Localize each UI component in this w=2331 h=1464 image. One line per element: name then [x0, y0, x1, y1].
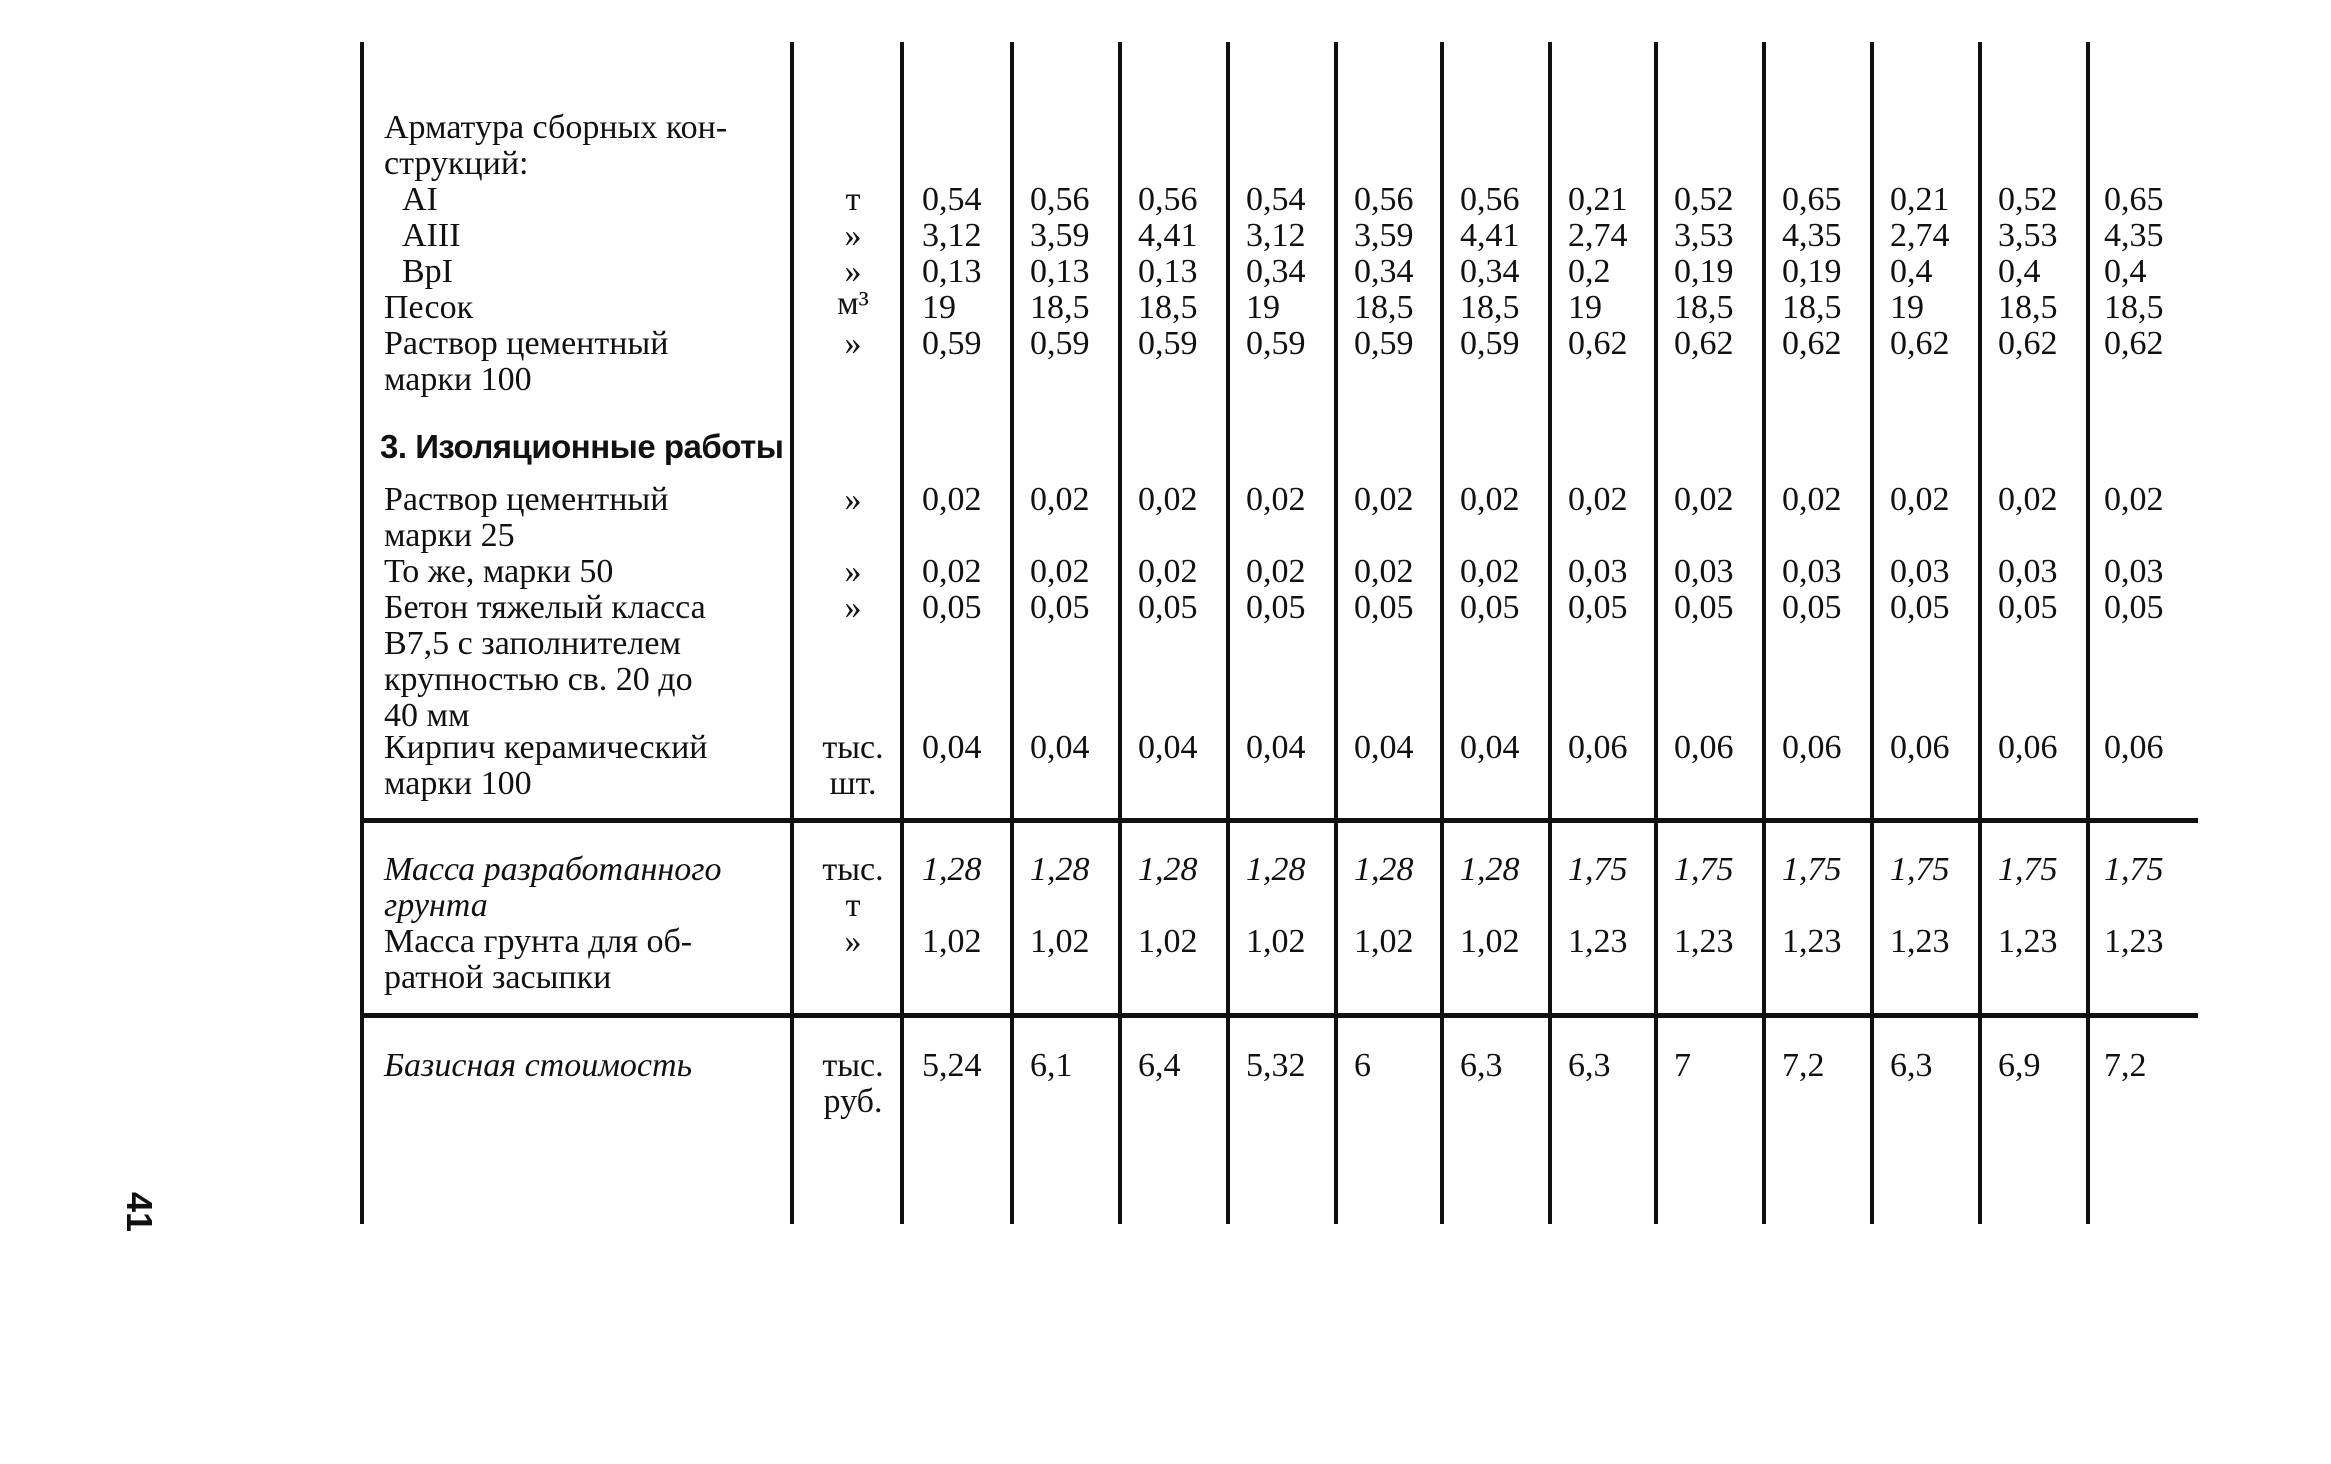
table-cell: 1,23: [2104, 923, 2164, 960]
table-cell: 5,32: [1246, 1047, 1306, 1084]
row-name-line: Раствор цементный: [384, 325, 669, 362]
row-name: [384, 326, 780, 398]
table-cell: 0,04: [1354, 729, 1414, 766]
table-cell: 1,28: [1030, 851, 1090, 888]
table-cell: 1,75: [1998, 851, 2058, 888]
table-cell: 5,24: [922, 1047, 982, 1084]
row-name: [384, 110, 780, 218]
table-cell: 4,41: [1138, 217, 1198, 254]
table-rule: [1334, 42, 1338, 1224]
table-cell: 0,02: [1354, 481, 1414, 518]
table-cell: 0,05: [1568, 589, 1628, 626]
table-cell: 1,28: [1460, 851, 1520, 888]
row-name-line: Раствор цементный: [384, 481, 669, 518]
table-cell: 0,65: [1782, 181, 1842, 218]
table-rule: [360, 42, 364, 1224]
table-cell: 1,02: [1460, 923, 1520, 960]
table-cell: 3,59: [1354, 217, 1414, 254]
table-cell: 19: [1890, 289, 1924, 326]
row-name-line: AI: [402, 181, 438, 218]
table-cell: 0,59: [1030, 325, 1090, 362]
table-cell: 0,02: [1460, 481, 1520, 518]
row-unit: т: [845, 181, 861, 218]
table-cell: 0,62: [1674, 325, 1734, 362]
table-cell: 1,75: [1674, 851, 1734, 888]
table-cell: 0,06: [1568, 729, 1628, 766]
table-cell: 0,59: [922, 325, 982, 362]
unit-line: т: [845, 887, 861, 924]
table-cell: 1,28: [1138, 851, 1198, 888]
table-rule: [1654, 42, 1658, 1224]
table-cell: 0,05: [1138, 589, 1198, 626]
row-name-line: крупностью св. 20 до: [384, 661, 693, 698]
row-name-line: Масса грунта для об-: [384, 923, 693, 960]
table-cell: 19: [1568, 289, 1602, 326]
table-cell: 1,28: [1246, 851, 1306, 888]
table-cell: 0,52: [1998, 181, 2058, 218]
row-name: [384, 924, 780, 996]
row-name: [384, 482, 780, 554]
row-name-line: марки 25: [384, 517, 515, 554]
table-cell: 0,59: [1354, 325, 1414, 362]
table-cell: 0,21: [1568, 181, 1628, 218]
table-cell: 0,4: [1998, 253, 2041, 290]
table-cell: 3,53: [1674, 217, 1734, 254]
table-cell: 0,05: [1354, 589, 1414, 626]
table-cell: 1,75: [2104, 851, 2164, 888]
table-cell: 0,59: [1460, 325, 1520, 362]
table-cell: 0,54: [1246, 181, 1306, 218]
table-cell: 0,06: [2104, 729, 2164, 766]
table-cell: 0,02: [2104, 481, 2164, 518]
table-cell: 1,02: [922, 923, 982, 960]
table-cell: 4,41: [1460, 217, 1520, 254]
table-cell: 0,02: [1782, 481, 1842, 518]
table-rule: [1762, 42, 1766, 1224]
row-name-line: марки 100: [384, 765, 532, 802]
table-cell: 6,3: [1568, 1047, 1611, 1084]
table-cell: 7: [1674, 1047, 1691, 1084]
table-cell: 3,53: [1998, 217, 2058, 254]
row-unit: »: [844, 589, 862, 626]
row-name: Песок: [384, 289, 474, 326]
table-cell: 19: [922, 289, 956, 326]
table-cell: 0,13: [1030, 253, 1090, 290]
table-cell: 0,62: [1998, 325, 2058, 362]
table-rule: [1548, 42, 1552, 1224]
table-cell: 7,2: [1782, 1047, 1825, 1084]
row-name-line: Кирпич керамический: [384, 729, 708, 766]
table-cell: 19: [1246, 289, 1280, 326]
table-cell: 18,5: [2104, 289, 2164, 326]
table-rule: [1440, 42, 1444, 1224]
table-cell: 0,06: [1998, 729, 2058, 766]
table-cell: 1,75: [1890, 851, 1950, 888]
table-cell: 0,02: [1674, 481, 1734, 518]
table-rule: [1010, 42, 1014, 1224]
table-cell: 18,5: [1782, 289, 1842, 326]
table-cell: 0,04: [1138, 729, 1198, 766]
table-cell: 0,62: [2104, 325, 2164, 362]
table-cell: 2,74: [1568, 217, 1628, 254]
row-unit: [798, 730, 908, 802]
table-cell: 0,59: [1138, 325, 1198, 362]
table-cell: 0,62: [1782, 325, 1842, 362]
table-cell: 18,5: [1354, 289, 1414, 326]
table-cell: 3,59: [1030, 217, 1090, 254]
unit-line: тыс.: [822, 729, 884, 766]
table-cell: 0,4: [1890, 253, 1933, 290]
table-rule: [1870, 42, 1874, 1224]
unit-line: руб.: [823, 1083, 883, 1120]
table-cell: 1,23: [1674, 923, 1734, 960]
table-cell: 0,06: [1674, 729, 1734, 766]
row-name-line: 40 мм: [384, 697, 470, 734]
table-cell: 0,56: [1460, 181, 1520, 218]
table-cell: 3,12: [1246, 217, 1306, 254]
table-cell: 0,06: [1890, 729, 1950, 766]
table-cell: 0,04: [922, 729, 982, 766]
table-cell: 6,3: [1890, 1047, 1933, 1084]
row-name: [384, 852, 780, 924]
table-cell: 0,19: [1674, 253, 1734, 290]
table-cell: 6,4: [1138, 1047, 1181, 1084]
table-cell: 0,02: [1030, 481, 1090, 518]
table-cell: 7,2: [2104, 1047, 2147, 1084]
table-cell: 4,35: [1782, 217, 1842, 254]
row-name-line: струкций:: [384, 145, 529, 182]
row-unit: »: [844, 481, 862, 518]
table-cell: 0,03: [1998, 553, 2058, 590]
table-cell: 1,75: [1782, 851, 1842, 888]
row-name-line: Арматура сборных кон-: [384, 109, 728, 146]
table-cell: 18,5: [1674, 289, 1734, 326]
table-cell: 18,5: [1460, 289, 1520, 326]
table-cell: 6: [1354, 1047, 1371, 1084]
table-cell: 0,05: [1998, 589, 2058, 626]
table-cell: 1,23: [1782, 923, 1842, 960]
table-rule: [1118, 42, 1122, 1224]
table-cell: 1,02: [1030, 923, 1090, 960]
table-cell: 0,34: [1460, 253, 1520, 290]
table-cell: 0,19: [1782, 253, 1842, 290]
table-cell: 0,56: [1138, 181, 1198, 218]
table-cell: 0,06: [1782, 729, 1842, 766]
row-name: AIII: [402, 217, 461, 254]
row-name-line: марки 100: [384, 361, 532, 398]
table-cell: 1,23: [1890, 923, 1950, 960]
table-cell: 0,02: [922, 481, 982, 518]
row-unit: »: [844, 217, 862, 254]
row-name: BpI: [402, 253, 453, 290]
table-cell: 0,03: [1568, 553, 1628, 590]
table-cell: 1,28: [1354, 851, 1414, 888]
table-cell: 0,02: [1030, 553, 1090, 590]
row-name: Базисная стоимость: [384, 1047, 693, 1084]
table-cell: 0,03: [1782, 553, 1842, 590]
row-name-line: Масса разработанного: [384, 851, 722, 888]
table-cell: 6,3: [1460, 1047, 1503, 1084]
row-name: То же, марки 50: [384, 553, 614, 590]
table-cell: 1,23: [1998, 923, 2058, 960]
table-cell: 0,02: [1568, 481, 1628, 518]
table-cell: 18,5: [1030, 289, 1090, 326]
unit-line: шт.: [829, 765, 877, 802]
table-cell: 1,02: [1246, 923, 1306, 960]
table-cell: 0,03: [1890, 553, 1950, 590]
row-unit: »: [844, 553, 862, 590]
table-cell: 0,65: [2104, 181, 2164, 218]
table-cell: 0,05: [1890, 589, 1950, 626]
table-cell: 0,05: [1030, 589, 1090, 626]
row-unit: [798, 1048, 908, 1120]
section-title: 3. Изоляционные работы: [380, 428, 784, 465]
table-cell: 0,54: [922, 181, 982, 218]
row-unit: м³: [837, 285, 869, 322]
table-cell: 0,02: [1890, 481, 1950, 518]
table-cell: 4,35: [2104, 217, 2164, 254]
table-cell: 0,2: [1568, 253, 1611, 290]
table-cell: 0,02: [1138, 481, 1198, 518]
row-unit: »: [844, 253, 862, 290]
table-cell: 0,04: [1460, 729, 1520, 766]
table-rule: [360, 1013, 2198, 1018]
table-cell: 0,34: [1246, 253, 1306, 290]
table-cell: 0,02: [1998, 481, 2058, 518]
row-unit: »: [844, 923, 862, 960]
row-unit: [798, 852, 908, 924]
table-rule: [360, 818, 2198, 823]
table-cell: 1,75: [1568, 851, 1628, 888]
table-cell: 1,28: [922, 851, 982, 888]
table-cell: 0,34: [1354, 253, 1414, 290]
table-cell: 18,5: [1998, 289, 2058, 326]
table-cell: 0,56: [1354, 181, 1414, 218]
row-name: [384, 590, 780, 734]
row-name: [384, 730, 780, 802]
table-cell: 0,59: [1246, 325, 1306, 362]
table-cell: 0,03: [1674, 553, 1734, 590]
unit-line: тыс.: [822, 851, 884, 888]
table-cell: 1,02: [1138, 923, 1198, 960]
table-cell: 0,02: [1460, 553, 1520, 590]
table-cell: 0,05: [1674, 589, 1734, 626]
table-rule: [1226, 42, 1230, 1224]
table-cell: 1,23: [1568, 923, 1628, 960]
table-cell: 0,62: [1890, 325, 1950, 362]
table-cell: 2,74: [1890, 217, 1950, 254]
table-cell: 0,13: [1138, 253, 1198, 290]
table-cell: 0,05: [922, 589, 982, 626]
row-unit: »: [844, 325, 862, 362]
table-cell: 0,02: [1246, 553, 1306, 590]
table-cell: 0,4: [2104, 253, 2147, 290]
table-cell: 0,02: [1354, 553, 1414, 590]
table-cell: 0,02: [1246, 481, 1306, 518]
table-rule: [2086, 42, 2090, 1224]
table-cell: 0,62: [1568, 325, 1628, 362]
row-name-line: Бетон тяжелый класса: [384, 589, 706, 626]
table-cell: 0,21: [1890, 181, 1950, 218]
page-number: 41: [119, 1192, 160, 1233]
table-cell: 0,05: [1782, 589, 1842, 626]
table-cell: 0,52: [1674, 181, 1734, 218]
table-cell: 3,12: [922, 217, 982, 254]
table-cell: 0,05: [1460, 589, 1520, 626]
table-cell: 0,05: [1246, 589, 1306, 626]
row-name-line: ратной засыпки: [384, 959, 612, 996]
table-cell: 0,05: [2104, 589, 2164, 626]
table-cell: 1,02: [1354, 923, 1414, 960]
table-cell: 0,13: [922, 253, 982, 290]
table-cell: 6,9: [1998, 1047, 2041, 1084]
row-name-line: грунта: [384, 887, 488, 924]
table-rule: [1978, 42, 1982, 1224]
table-cell: 0,02: [1138, 553, 1198, 590]
table-cell: 6,1: [1030, 1047, 1073, 1084]
table-cell: 0,03: [2104, 553, 2164, 590]
unit-line: тыс.: [822, 1047, 884, 1084]
table-cell: 0,04: [1246, 729, 1306, 766]
table-cell: 0,02: [922, 553, 982, 590]
table-cell: 0,04: [1030, 729, 1090, 766]
row-name-line: B7,5 с заполнителем: [384, 625, 681, 662]
table-cell: 18,5: [1138, 289, 1198, 326]
table-cell: 0,56: [1030, 181, 1090, 218]
